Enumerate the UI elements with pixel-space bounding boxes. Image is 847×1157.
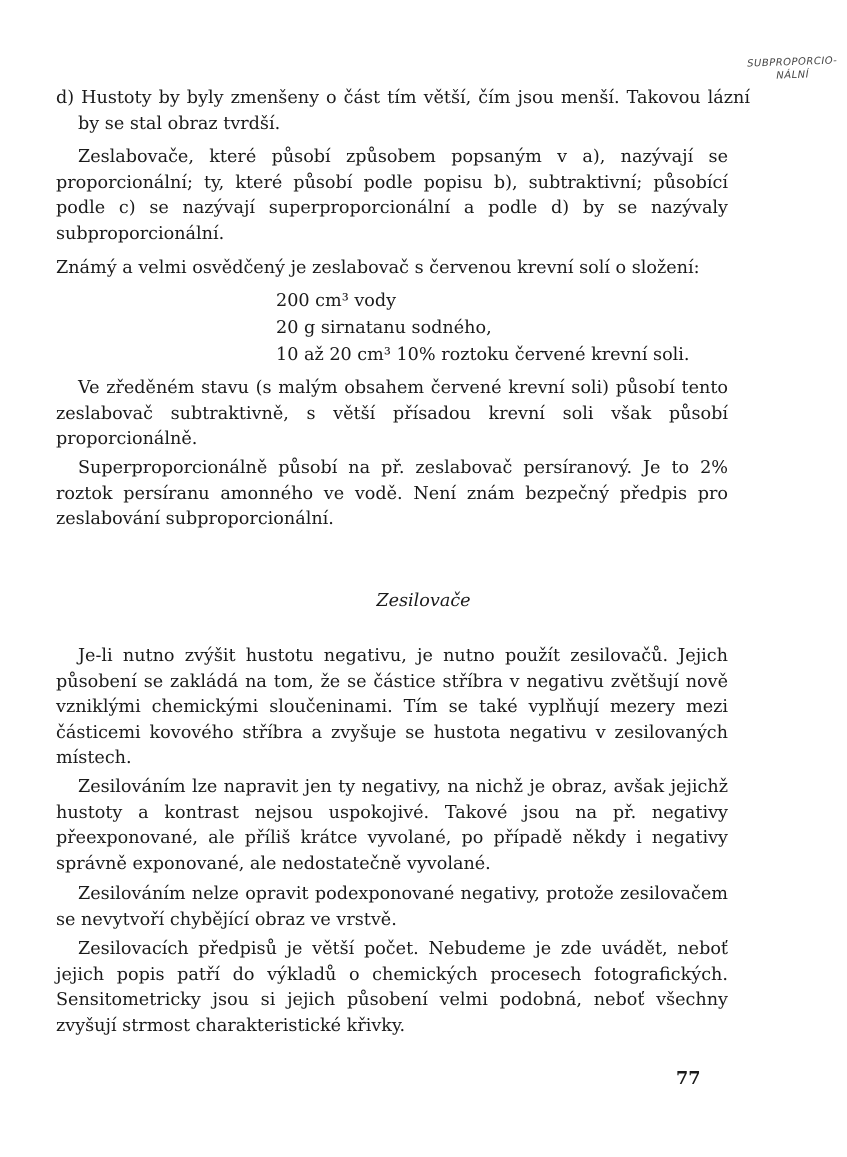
handwritten-margin-note: SUBPROPORCIO-NÁLNÍ — [747, 55, 838, 82]
paragraph-attenuator-types: Zeslabovače, které působí způsobem popsaným v a), nazývají se proporcionální; ty, které působí podle popisu b), subtraktivní; působící podle c) se nazývají superproporcionální a podle d) by se nazývaly subproporcionální. — [56, 147, 728, 244]
paragraph-d: d) Hustoty by byly zmenšeny o část tím větší, čím jsou menší. Takovou lázní by se stal obraz tvrdší. — [56, 88, 750, 134]
section-heading: Zesilovače — [376, 591, 471, 611]
paragraph-intensification-use: Zesilováním lze napravit jen ty negativy, na nichž je obraz, avšak jejichž hustoty a kontrast nejsou uspokojivé. Takové jsou na př. negativy přeexponované, ale příliš krátce vyvolané, po případě někdy i negativy správně exponované, ale nedostatečně vyvolané. — [56, 777, 728, 874]
paragraph-persulfate: Superproporcionálně působí na př. zeslabovač persíranový. Je to 2% roztok persíranu amonného ve vodě. Není znám bezpečný předpis pro zeslabování subproporcionální. — [56, 458, 728, 530]
page-number: 77 — [676, 1068, 701, 1089]
paragraph-diluted-state: Ve zředěném stavu (s malým obsahem červené krevní soli) působí tento zeslabovač subtraktivně, s větší přísadou krevní soli však působí proporcionálně. — [56, 378, 728, 450]
formula-line: 20 g sirnatanu sodného, — [276, 318, 492, 338]
paragraph-intensification-limit: Zesilováním nelze opravit podexponované negativy, protože zesilovačem se nevytvoří chybějící obraz ve vrstvě. — [56, 884, 728, 930]
formula-block — [276, 288, 736, 369]
formula-line: 200 cm³ vody — [276, 291, 397, 311]
paragraph-intensifiers-intro: Je-li nutno zvýšit hustotu negativu, je nutno použít zesilovačů. Jejich působení se zakládá na tom, že se částice stříbra v negativu zvětšují nově vzniklými chemickými sloučeninami. Tím se také vyplňují mezery mezi částicemi kovového stříbra a zvyšuje se hustota negativu v zesilovaných místech. — [56, 646, 728, 769]
formula-line: 10 až 20 cm³ 10% roztoku červené krevní soli. — [276, 345, 690, 365]
paragraph-intensifier-recipes: Zesilovacích předpisů je větší počet. Nebudeme je zde uvádět, neboť jejich popis patří do výkladů o chemických procesech fotografických. Sensitometricky jsou si jejich působení velmi podobná, neboť všechny zvyšují strmost charakteristické křivky. — [56, 939, 728, 1036]
paragraph-red-salt-intro: Známý a velmi osvědčený je zeslabovač s červenou krevní solí o složení: — [56, 258, 700, 278]
